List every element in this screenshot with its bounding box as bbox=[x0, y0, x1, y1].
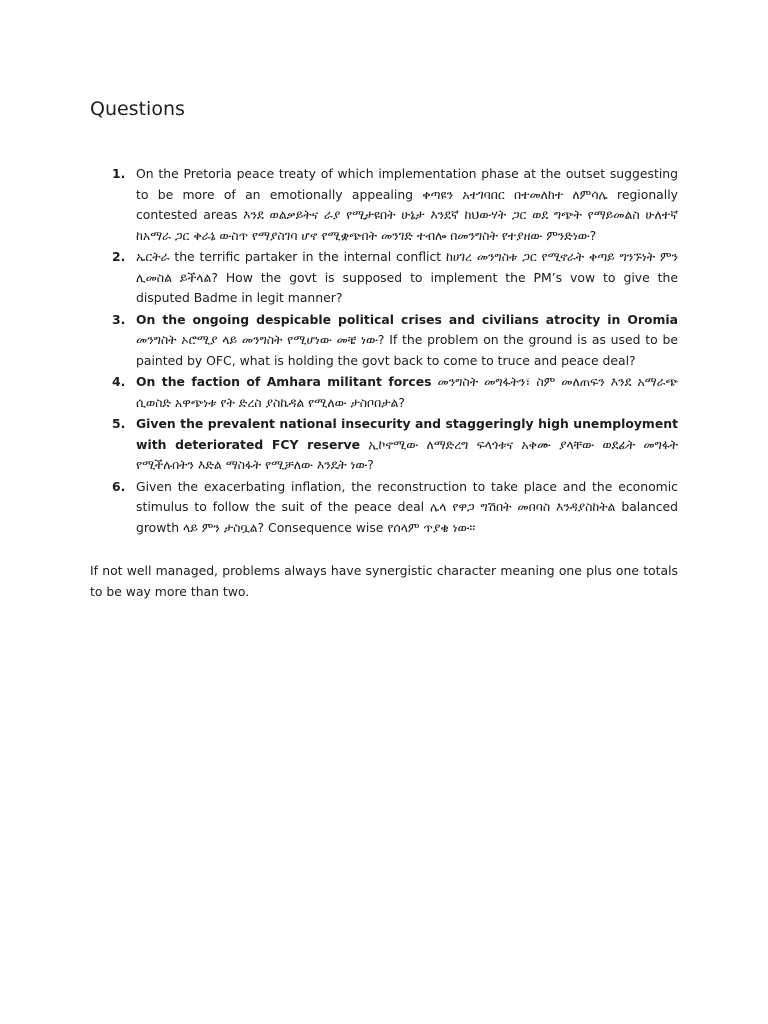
closing-paragraph: If not well managed, problems always have synergistic character meaning one plus one totals to be way more than two. bbox=[90, 563, 678, 599]
question-number: 6. bbox=[112, 478, 126, 494]
question-text bbox=[136, 374, 678, 410]
question-text bbox=[136, 312, 678, 368]
question-text bbox=[136, 166, 678, 243]
question-item-5 bbox=[90, 414, 678, 476]
question-text bbox=[136, 416, 678, 472]
question-text bbox=[136, 479, 678, 535]
page-title: Questions bbox=[90, 98, 185, 120]
question-item-1 bbox=[90, 164, 678, 246]
question-body-text: On the Pretoria peace treaty of which implementation phase at the outset suggesting to be more of an emotionally appealing ቀጣዩን አተገባበር በተመለከተ ለምሳሌ regionally contested areas እንደ ወልቃይትና ራያ የሚታዩበት ሁኔታ እንደኛ ከህውሃት ጋር ወደ ግጭት የማይመልስ ሁለተኛ ከአማራ ጋር ቅራኔ ውስጥ የማያስገባ ሆኖ የሚቋጭበት መንገድ ተብሎ በመንግስት የተያዘው ምንድነው? bbox=[136, 166, 678, 243]
question-bold-text: On the faction of Amhara militant forces bbox=[136, 374, 432, 389]
questions-list bbox=[90, 164, 678, 539]
question-bold-text: On the ongoing despicable political crises and civilians atrocity in Oromia bbox=[136, 311, 678, 327]
question-number: 5. bbox=[112, 416, 126, 431]
question-number: 2. bbox=[112, 249, 126, 264]
question-item-4 bbox=[90, 372, 678, 413]
question-item-3 bbox=[90, 310, 678, 372]
question-body-text: መንግስት መግፋትን፣ ስም መለጠፍን እንደ አማራጭ ሲወስድ አዋጭነቱ የት ድረስ ያስኬዳል የሚለው ታስቦበታል? bbox=[136, 374, 678, 410]
question-body-text: Given the exacerbating inflation, the reconstruction to take place and the economic stimulus to follow the suit of the peace deal ሌላ የዋጋ ግሽበት መበባስ እንዳያስከትል balanced growth ላይ ምን ታስቧል? Consequence wise የሰላም ጥያቄ ነው፡፡ bbox=[136, 478, 678, 535]
question-item-6 bbox=[90, 477, 678, 539]
question-text bbox=[136, 249, 678, 305]
question-number: 1. bbox=[112, 166, 126, 181]
question-body-text: ኤርትራ the terrific partaker in the internal conflict ከሀገረ መንግስቱ ጋር የሚኖራት ቀጣይ ግንኙነት ምን ሊመስል ይችላል? How the govt is supposed to implement the PM’s vow to give the disputed Badme in legit manner? bbox=[136, 249, 678, 305]
question-bold-text: Given the prevalent national insecurity and staggeringly high unemployment with deteriorated FCY reserve bbox=[136, 416, 678, 452]
question-item-2 bbox=[90, 247, 678, 309]
question-number: 3. bbox=[112, 311, 126, 327]
question-body-text: መንግስት ኦሮሚያ ላይ መንግስት የሚሆነው መቼ ነው? If the problem on the ground is as used to be painted by OFC, what is holding the govt back to come to truce and peace deal? bbox=[136, 332, 678, 368]
question-body-text: ኢኮኖሚው ለማድረግ ፍላጎቱና አቅሙ ያላቸው ወደፊት መግፋት የሚችሉበትን እድል ማስፋት የሚቻለው እንዴት ነው? bbox=[136, 436, 678, 472]
question-number: 4. bbox=[112, 374, 126, 389]
